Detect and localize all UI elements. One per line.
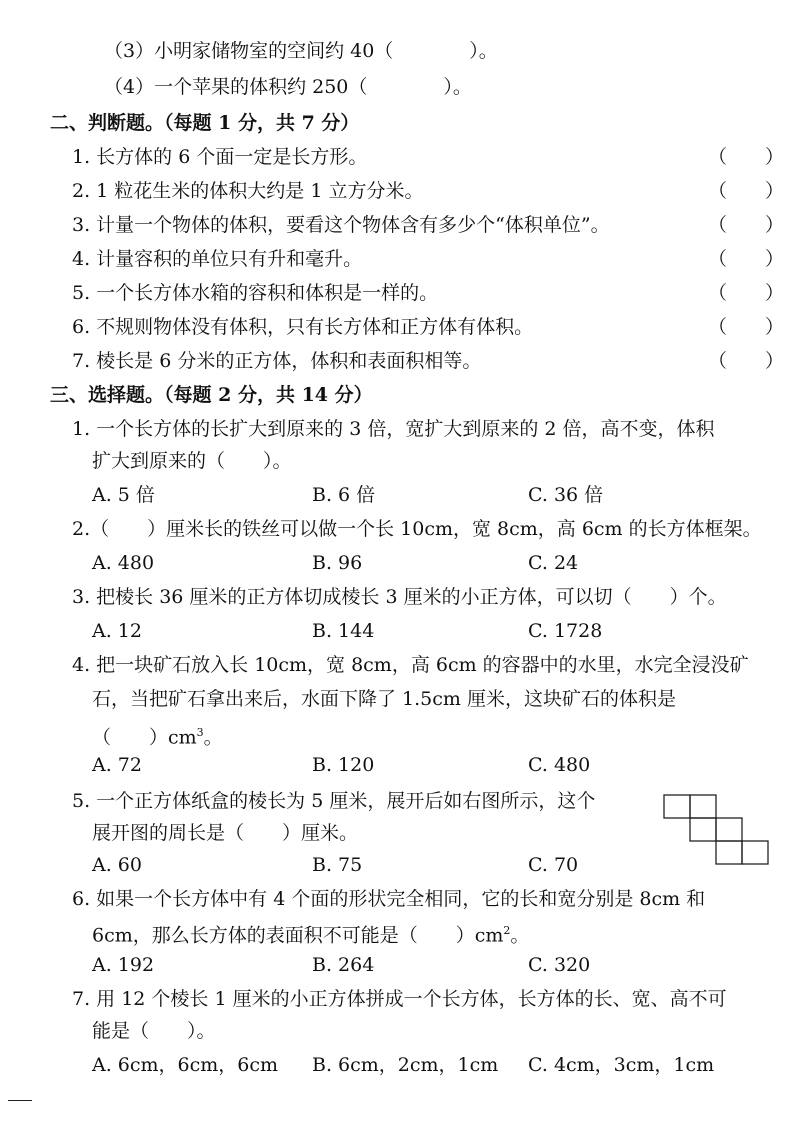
choice-q7-option-c[interactable]: C. 4cm，3cm，1cm xyxy=(528,1054,715,1076)
answer-paren[interactable]: （ ） xyxy=(708,350,785,372)
choice-q3-option-a[interactable]: A. 12 xyxy=(92,620,142,642)
choice-q1-option-a[interactable]: A. 5 倍 xyxy=(92,484,155,506)
judge-item-3: 3. 计量一个物体的体积，要看这个物体含有多少个“体积单位”。 xyxy=(72,214,610,236)
choice-q1-line1: 1. 一个长方体的长扩大到原来的 3 倍，宽扩大到原来的 2 倍，高不变，体积 xyxy=(72,418,715,440)
choice-q6-line2-end: 。 xyxy=(510,924,530,947)
choice-q7-option-a[interactable]: A. 6cm，6cm，6cm xyxy=(92,1054,279,1076)
choice-q6-line1: 6. 如果一个长方体中有 4 个面的形状完全相同，它的长和宽分别是 8cm 和 xyxy=(72,888,706,910)
choice-q4-option-b[interactable]: B. 120 xyxy=(312,754,375,776)
choice-q1-option-c[interactable]: C. 36 倍 xyxy=(528,484,604,506)
net-square xyxy=(664,795,690,818)
net-square xyxy=(716,841,742,864)
answer-paren[interactable]: （ ） xyxy=(708,146,785,168)
choice-q6-option-a[interactable]: A. 192 xyxy=(92,954,155,976)
choice-q1-line2: 扩大到原来的（ ）。 xyxy=(92,450,292,472)
choice-q5-option-b[interactable]: B. 75 xyxy=(312,854,363,876)
judge-item-2: 2. 1 粒花生米的体积大约是 1 立方分米。 xyxy=(72,180,424,202)
choice-q7-line1: 7. 用 12 个棱长 1 厘米的小正方体拼成一个长方体，长方体的长、宽、高不可 xyxy=(72,988,727,1010)
judge-item-1: 1. 长方体的 6 个面一定是长方形。 xyxy=(72,146,368,168)
choice-q5-option-a[interactable]: A. 60 xyxy=(92,854,142,876)
net-square xyxy=(716,818,742,841)
choice-q4-line3-end: 。 xyxy=(203,726,223,749)
judge-item-7: 7. 棱长是 6 分米的正方体，体积和表面积相等。 xyxy=(72,350,482,372)
answer-paren[interactable]: （ ） xyxy=(708,180,785,202)
answer-paren[interactable]: （ ） xyxy=(708,282,785,304)
square-superscript: 2 xyxy=(503,924,511,937)
choice-q4-option-a[interactable]: A. 72 xyxy=(92,754,142,776)
choice-q6-line2 xyxy=(92,918,529,948)
choice-q3-option-b[interactable]: B. 144 xyxy=(312,620,375,642)
net-square xyxy=(742,841,768,864)
choice-q5-line2: 展开图的周长是（ ）厘米。 xyxy=(92,822,359,844)
choice-q4-line3-text: （ ）cm xyxy=(92,726,197,749)
footer-rule xyxy=(8,1100,32,1101)
judge-item-5: 5. 一个长方体水箱的容积和体积是一样的。 xyxy=(72,282,439,304)
choice-q4-line1: 4. 把一块矿石放入长 10cm，宽 8cm，高 6cm 的容器中的水里，水完全浸没矿 xyxy=(72,654,749,676)
answer-paren[interactable]: （ ） xyxy=(708,248,785,270)
choice-q6-option-c[interactable]: C. 320 xyxy=(528,954,591,976)
choice-q1-option-b[interactable]: B. 6 倍 xyxy=(312,484,376,506)
choice-q2-option-a[interactable]: A. 480 xyxy=(92,552,155,574)
cube-net-figure xyxy=(663,794,773,866)
choice-section-heading: 三、选择题。（每题 2 分，共 14 分） xyxy=(50,384,373,406)
choice-q4-line2: 石，当把矿石拿出来后，水面下降了 1.5cm 厘米，这块矿石的体积是 xyxy=(92,688,676,710)
choice-q5-line1: 5. 一个正方体纸盒的棱长为 5 厘米，展开后如右图所示，这个 xyxy=(72,790,596,812)
choice-q2-line1: 2.（ ）厘米长的铁丝可以做一个长 10cm，宽 8cm，高 6cm 的长方体框架。 xyxy=(72,518,762,540)
cubic-superscript: 3 xyxy=(196,726,204,739)
choice-q3-line1: 3. 把棱长 36 厘米的正方体切成棱长 3 厘米的小正方体，可以切（ ）个。 xyxy=(72,586,727,608)
fill-item-3: （3）小明家储物室的空间约 40（ ）。 xyxy=(104,40,498,62)
judge-item-4: 4. 计量容积的单位只有升和毫升。 xyxy=(72,248,363,270)
fill-item-4: （4）一个苹果的体积约 250（ ）。 xyxy=(104,76,472,98)
net-square xyxy=(690,818,716,841)
choice-q5-option-c[interactable]: C. 70 xyxy=(528,854,579,876)
choice-q4-option-c[interactable]: C. 480 xyxy=(528,754,591,776)
choice-q7-option-b[interactable]: B. 6cm，2cm，1cm xyxy=(312,1054,499,1076)
judge-section-heading: 二、判断题。（每题 1 分，共 7 分） xyxy=(50,112,360,134)
choice-q3-option-c[interactable]: C. 1728 xyxy=(528,620,603,642)
answer-paren[interactable]: （ ） xyxy=(708,214,785,236)
judge-item-6: 6. 不规则物体没有体积，只有长方体和正方体有体积。 xyxy=(72,316,534,338)
choice-q4-line3 xyxy=(92,720,223,750)
net-square xyxy=(690,795,716,818)
choice-q6-line2-text: 6cm，那么长方体的表面积不可能是（ ）cm xyxy=(92,924,504,947)
choice-q7-line2: 能是（ ）。 xyxy=(92,1020,216,1042)
choice-q6-option-b[interactable]: B. 264 xyxy=(312,954,375,976)
choice-q2-option-c[interactable]: C. 24 xyxy=(528,552,579,574)
answer-paren[interactable]: （ ） xyxy=(708,316,785,338)
choice-q2-option-b[interactable]: B. 96 xyxy=(312,552,363,574)
